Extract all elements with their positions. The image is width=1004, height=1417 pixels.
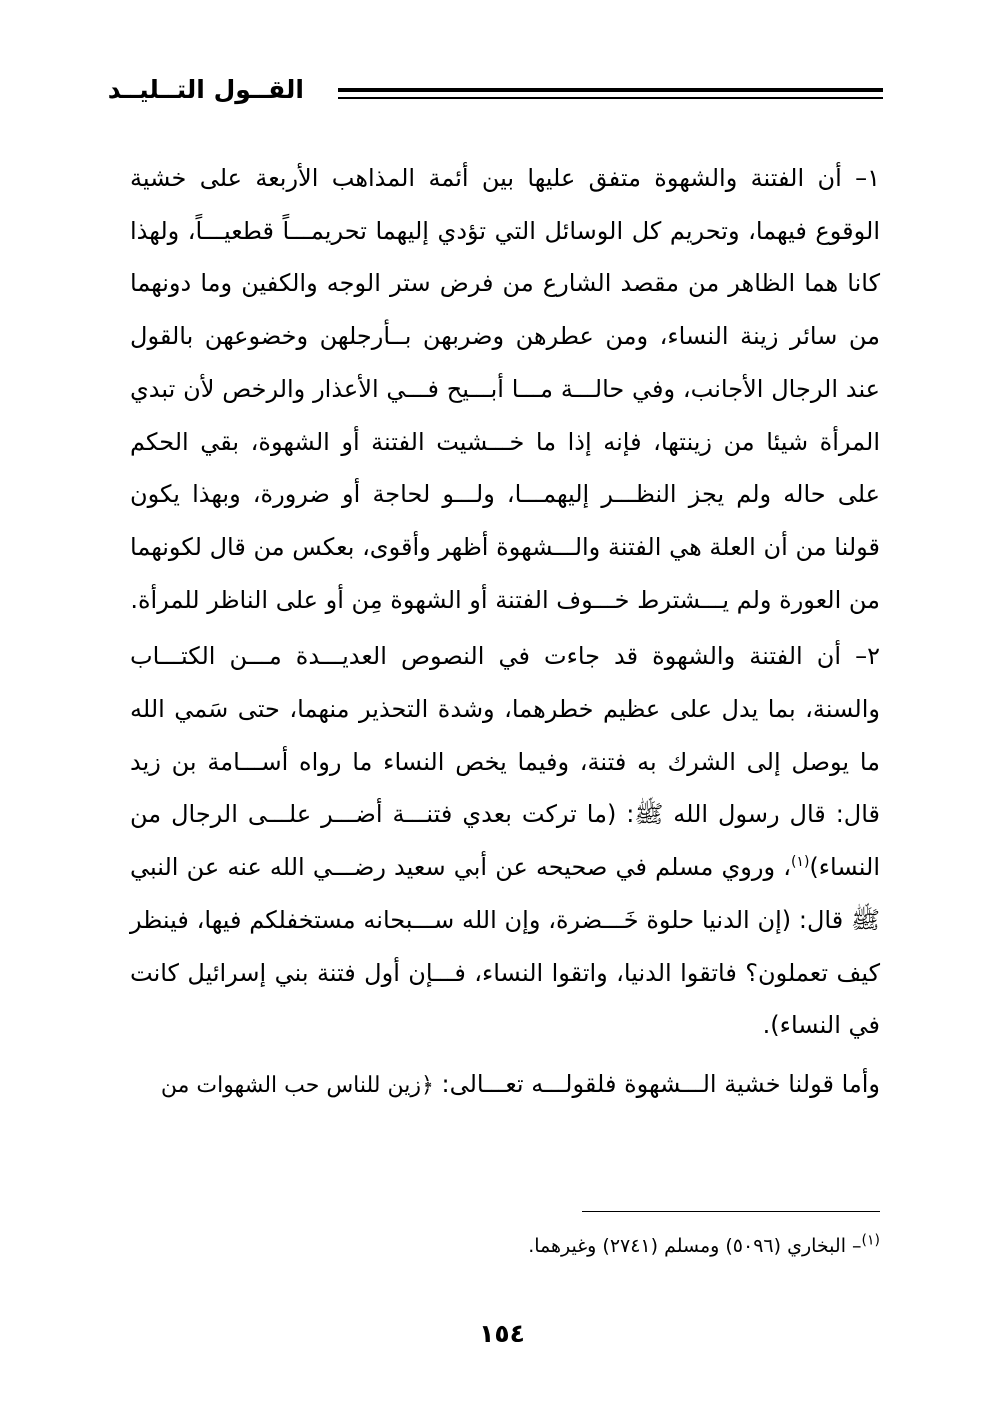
paragraph-3-text: وأما قولنا خشية الـــشهوة فلقولـــه تعـــالى: [433, 1069, 880, 1098]
page-number: ١٥٤ [479, 1319, 525, 1348]
footnote-text: – البخاري (٥٠٩٦) ومسلم (٢٧٤١) وغيرهما. [528, 1235, 862, 1257]
quran-verse: ﴿زين للناس حب الشهوات من [160, 1072, 434, 1098]
footnote-marker: (١) [861, 1232, 880, 1249]
header-rule-thin [338, 97, 883, 99]
paragraph-2 [130, 630, 880, 1052]
running-header-title: القــول التــليــد [107, 75, 304, 104]
header-rule-thick [338, 88, 883, 92]
paragraph-1: ١– أن الفتنة والشهوة متفق عليها بين أئمة المذاهب الأربعة على خشية الوقوع فيهما، وتحريم كل الوسائل التي تؤدي إليهما تحريمـــاً قطعيـــاً، ولهذا كانا هما الظاهر من مقصد الشارع من فرض ستر الوجه والكفين وما دونهما من سائر زينة النساء، ومن عطرهن وضربهن بــأرجلهن وخضوعهن بالقول عند الرجال الأجانب، وفي حالـــة مـــا أبـــيح فـــي الأعذار والرخص لأن تبدي المرأة شيئا من زينتها، فإنه إذا ما خـــشيت الفتنة أو الشهوة، بقي الحكم على حاله ولم يجز النظـــر إليهمـــا، ولـــو لحاجة أو ضرورة، وبهذا يكون قولنا من أن العلة هي الفتنة والـــشهوة أظهر وأقوى، بعكس من قال لكونهما من العورة ولم يـــشترط خـــوف الفتنة أو الشهوة مِن أو على الناظر للمرأة. [130, 164, 880, 614]
paragraph-2-text-b: ، وروي مسلم في صحيحه عن أبي سعيد رضـــي الله عنه عن النبي ﷺ قال: (إن الدنيا حلوة خَـــضرة، وإن الله ســـبحانه مستخفلكم فيها، فينظر كيف تعملون؟ فاتقوا الدنيا، واتقوا النساء، فـــإن أول فتنة بني إسرائيل كانت في النساء). [130, 853, 880, 1040]
footnote-reference[interactable]: (١) [790, 854, 810, 871]
paragraph-2-text-a: ٢– أن الفتنة والشهوة قد جاءت في النصوص العديـــدة مـــن الكتـــاب والسنة، بما يدل على عظيم خطرهما، وشدة التحذير منهما، حتى سَمي الله ما يوصل إلى الشرك به فتنة، وفيما يخص النساء ما رواه أســـامة بن زيد قال: قال رسول الله ﷺ: (ما تركت بعدي فتنـــة أضـــر علـــى الرجال من النساء) [130, 642, 880, 882]
footnote-separator [582, 1211, 880, 1212]
body-text [130, 152, 880, 1113]
paragraph-3 [130, 1058, 880, 1113]
footnote [528, 1226, 880, 1266]
